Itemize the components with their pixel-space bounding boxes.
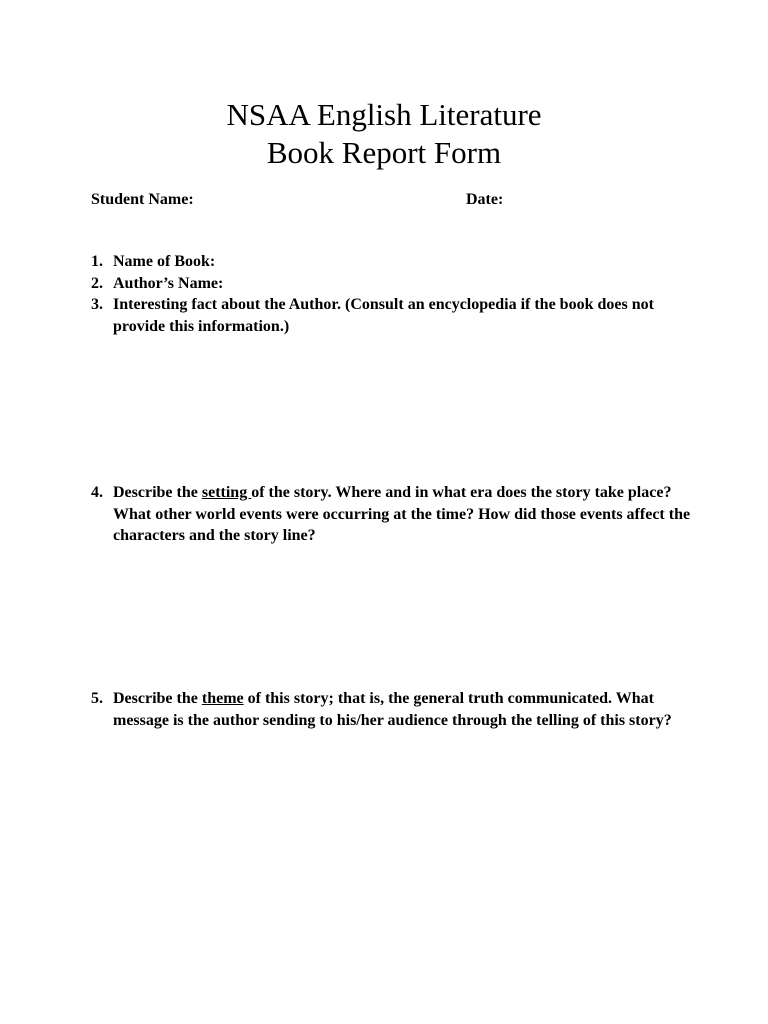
question-2: [91, 273, 691, 295]
question-number: 2.: [91, 274, 103, 292]
setting-keyword: setting: [201, 484, 252, 501]
question-text-after: of this story; that is, the general truth communicated. What message is the author sending to his/her audience through the telling of this story?: [113, 690, 672, 729]
question-text-before: Describe the: [113, 484, 202, 501]
question-text: [113, 482, 691, 547]
question-5: [91, 688, 691, 731]
question-4: [91, 482, 691, 547]
question-number: 1.: [91, 253, 103, 270]
question-text-after: of the story. Where and in what era does the story take place? What other world events were occurring at the time? How did those events affect the characters and the story line?: [113, 484, 691, 544]
form-title-line-2: Book Report Form: [266, 135, 502, 170]
question-text: [113, 688, 691, 731]
date-label: Date:: [466, 191, 504, 208]
question-text: Author’s Name:: [113, 274, 224, 292]
theme-keyword: theme: [201, 690, 244, 707]
question-number: 5.: [91, 690, 103, 707]
question-number: 3.: [91, 296, 103, 313]
question-number: 4.: [91, 484, 103, 501]
form-title-line-1: NSAA English Literature: [226, 97, 542, 132]
question-3: [91, 294, 691, 337]
question-text: Interesting fact about the Author. (Consult an encyclopedia if the book does not provide this information.): [113, 296, 654, 335]
student-name-label: Student Name:: [91, 191, 194, 208]
question-text: Name of Book:: [113, 253, 216, 270]
question-text-before: Describe the: [113, 690, 202, 707]
question-1: [91, 251, 691, 273]
